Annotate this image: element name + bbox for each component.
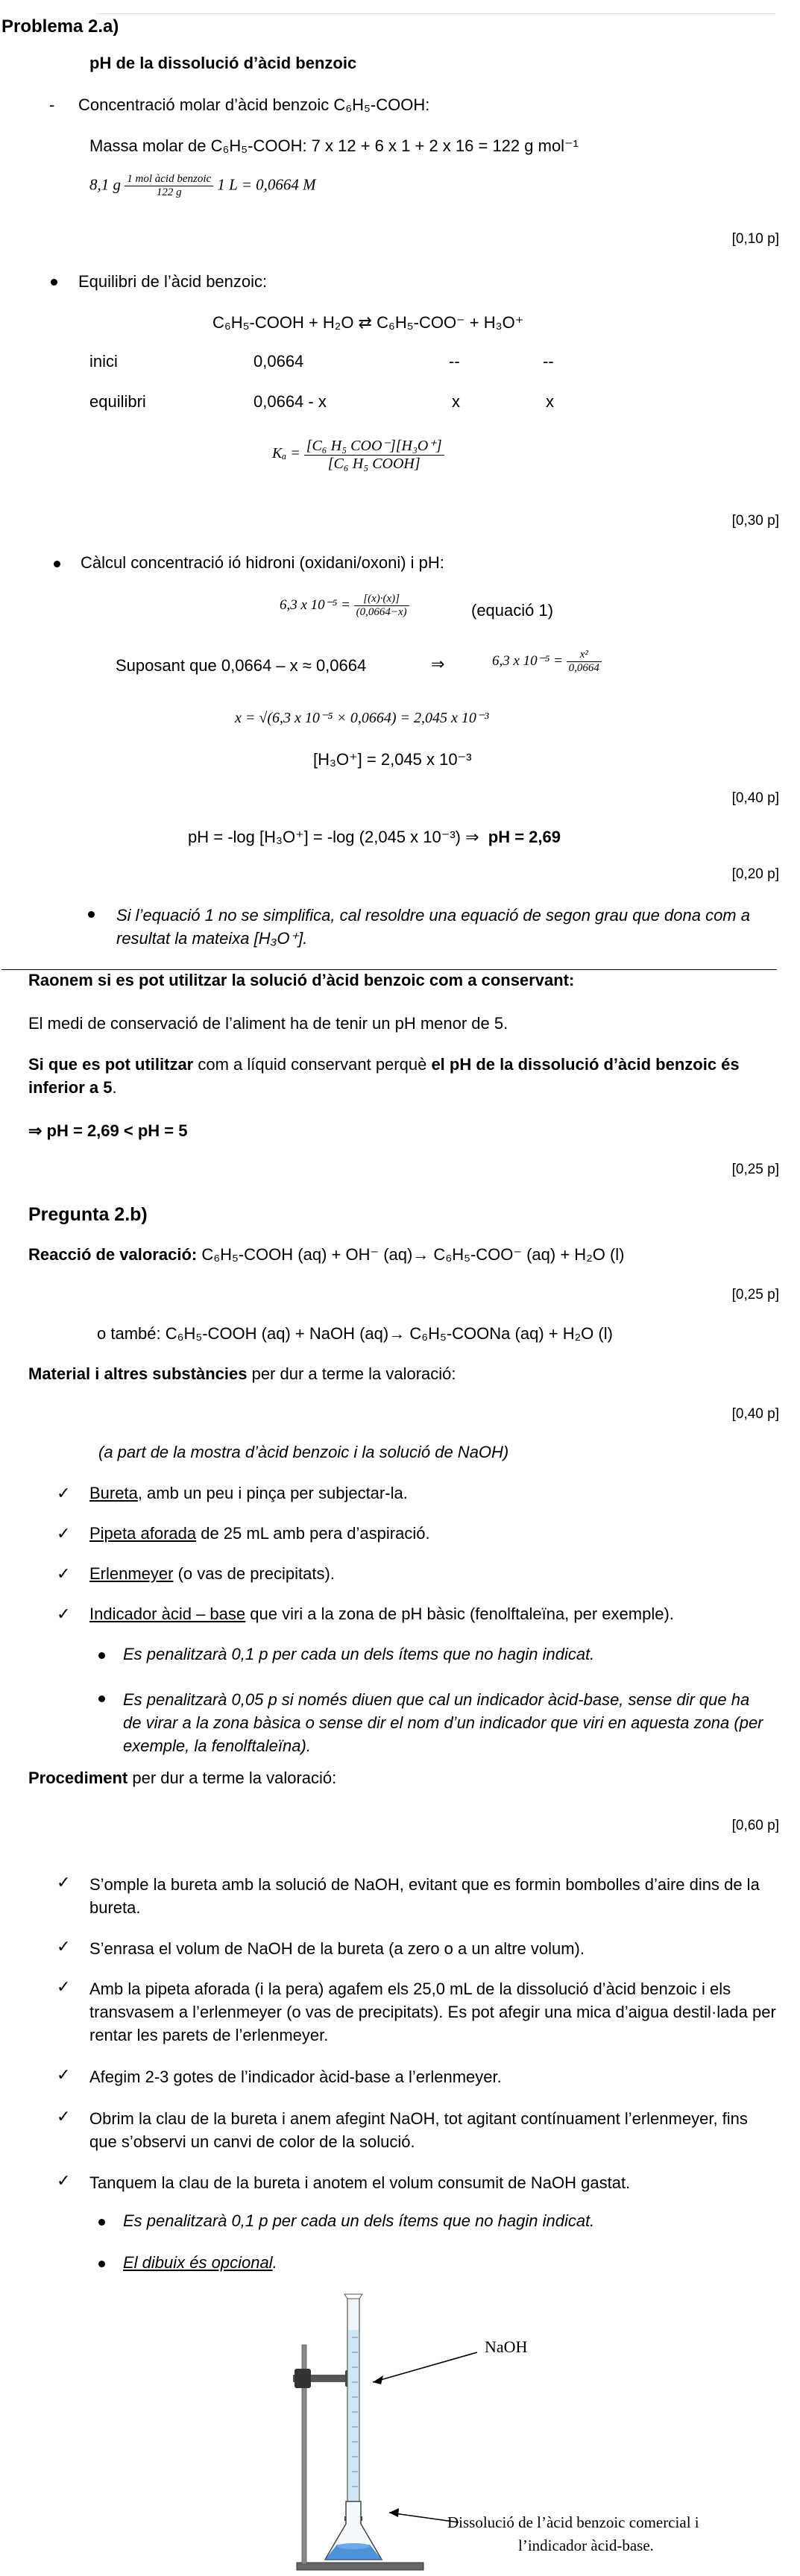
reaction-alternative: o també: C₆H₅-COOH (aq) + NaOH (aq)→ C₆H₅-COONa (aq) + H₂O (l) (97, 1324, 613, 1343)
bullet (98, 1695, 105, 1702)
procedure-heading: Procediment per dur a terme la valoració: (28, 1769, 337, 1787)
section-title: pH de la dissolució d’àcid benzoic (89, 54, 357, 72)
flask-label-line-2: l’indicador àcid-base. (518, 2536, 654, 2554)
item3-label: Càlcul concentració ió hidroni (oxidani/oxoni) i pH: (81, 553, 444, 572)
score-8: [0,60 p] (731, 1818, 779, 1833)
bullet (51, 279, 57, 286)
equilibrium-equation: C₆H₅-COOH + H₂O ⇄ C₆H₅-COO⁻ + H₃O⁺ (212, 313, 524, 332)
naoh-label: NaOH (485, 2337, 528, 2356)
table-row-inici-label: inici (89, 352, 118, 371)
raonem-paragraph-1: El medi de conservació de l’aliment ha de tenir un pH menor de 5. (28, 1014, 508, 1033)
reaction-line: Reacció de valoració: C₆H₅-COOH (aq) + OH⁻ (aq)→ C₆H₅-COO⁻ (aq) + H₂O (l) (28, 1245, 625, 1264)
table-row-equilibri-c3: x (546, 392, 554, 411)
raonem-title: Raonem si es pot utilitzar la solució d’àcid benzoic com a conservant: (28, 971, 575, 989)
bullet (88, 911, 95, 918)
score-5: [0,25 p] (731, 1162, 779, 1177)
flask-label-line-1: Dissolució de l’àcid benzoic comercial i (447, 2513, 699, 2531)
check-icon: ✓ (57, 2171, 71, 2190)
check-icon: ✓ (57, 1977, 71, 1996)
ka-expression: Kₐ = $\frac{\text{[C₆ H₅ COO⁻][H₃O⁺]}}{\text{[C₆ H₅ COOH]}}$ (272, 436, 444, 473)
implies-arrow: ⇒ (431, 655, 445, 673)
check-icon: ✓ (57, 1873, 71, 1892)
section-divider (1, 969, 777, 970)
table-row-equilibri-c2: x (452, 392, 460, 411)
material-penalty-2: Es penalitzarà 0,05 p si només diuen que cal un indicador àcid-base, sense dir que ha de virar a la zona bàsica o sense dir el nom d’un indicador que viri en aquesta zona (per exemple, la fenolftaleïna). (123, 1690, 763, 1755)
score-6: [0,25 p] (731, 1287, 779, 1303)
procedure-penalty: Es penalitzarà 0,1 p per cada un dels ítems que no hagin indicat. (123, 2211, 595, 2230)
check-icon: ✓ (57, 1564, 71, 1583)
h3o-result: [H₃O⁺] = 2,045 x 10⁻³ (313, 750, 472, 769)
check-icon: ✓ (57, 1605, 71, 1623)
assumption-text: Suposant que 0,0664 – x ≈ 0,0664 (116, 656, 367, 675)
material-item: Pipeta aforada de 25 mL amb pera d’aspiració. (89, 1524, 430, 1543)
titration-diagram (0, 2285, 800, 2576)
score-4: [0,20 p] (731, 866, 779, 882)
dash-marker: - (49, 95, 55, 114)
molar-mass: Massa molar de C₆H₅-COOH: 7 x 12 + 6 x 1 + 2 x 16 = 122 g mol⁻¹ (89, 136, 579, 155)
note-equation: Si l’equació 1 no se simplifica, cal resoldre una equació de segon grau que dona com a resultat la mateixa [H₃O⁺]. (116, 906, 750, 948)
table-row-equilibri-c1: 0,0664 - x (253, 392, 327, 411)
bullet (98, 1652, 105, 1659)
item2-label: Equilibri de l’àcid benzoic: (78, 272, 268, 291)
check-icon: ✓ (57, 1937, 71, 1956)
table-row-inici-c3: -- (543, 352, 554, 371)
procedure-step: S’enrasa el volum de NaOH de la bureta (a zero o a un altre volum). (89, 1939, 585, 1958)
bullet (98, 2219, 105, 2226)
procedure-step: Tanquem la clau de la bureta i anotem el volum consumit de NaOH gastat. (89, 2173, 631, 2192)
score-3: [0,40 p] (731, 790, 779, 806)
simplified-equation: 6,3 x 10⁻⁵ = $\frac{\text{x²}}{0,0664}$ (492, 649, 602, 675)
score-2: [0,30 p] (731, 513, 779, 529)
bullet (98, 2261, 105, 2267)
material-item: Bureta, amb un peu i pinça per subjectar-la. (89, 1484, 408, 1502)
concentration-calc: 8,1 g $\frac{\text{1 mol àcid benzoic}}{122 g}$ 1 L = 0,0664 M (89, 173, 316, 198)
material-penalty-1: Es penalitzarà 0,1 p per cada un dels ítems que no hagin indicat. (123, 1645, 595, 1663)
table-row-inici-c1: 0,0664 (253, 352, 304, 371)
procedure-step: Amb la pipeta aforada (i la pera) agafem els 25,0 mL de la dissolució d’àcid benzoic i els transvasem a l’erlenmeyer (o vas de precipitats). Es pot afegir una mica d’aigua destil·lada per rentar les parets de l’erlenmeyer. (89, 1980, 776, 2044)
check-icon: ✓ (57, 1524, 71, 1543)
item1-label: Concentració molar d’àcid benzoic C₆H₅-COOH: (78, 95, 430, 114)
score-7: [0,40 p] (731, 1406, 779, 1422)
material-item: Erlenmeyer (o vas de precipitats). (89, 1564, 335, 1583)
drawing-optional-note: El dibuix és opcional. (123, 2253, 277, 2272)
problem-title: Problema 2.a) (1, 16, 119, 37)
check-icon: ✓ (57, 2065, 71, 2084)
top-rule (97, 13, 775, 14)
table-row-equilibri-label: equilibri (89, 392, 146, 411)
check-icon: ✓ (57, 2107, 71, 2126)
table-row-inici-c2: -- (449, 352, 460, 371)
material-item: Indicador àcid – base que viri a la zona de pH bàsic (fenolftaleïna, per exemple). (89, 1605, 674, 1623)
raonem-paragraph-2: Si que es pot utilitzar com a líquid conservant perquè el pH de la dissolució d’àcid benzoic és inferior a 5. (28, 1055, 740, 1097)
equation-1-note: (equació 1) (471, 601, 554, 620)
check-icon: ✓ (57, 1484, 71, 1502)
score-1: [0,10 p] (731, 231, 779, 247)
raonem-conclusion: ⇒ pH = 2,69 < pH = 5 (28, 1121, 188, 1140)
procedure-step: Afegim 2-3 gotes de l’indicador àcid-base a l’erlenmeyer. (89, 2068, 502, 2086)
procedure-step: Obrim la clau de la bureta i anem afegint NaOH, tot agitant contínuament l’erlenmeyer, fins que s’observi un canvi de color de la solució. (89, 2109, 748, 2151)
ph-calculation: pH = -log [H₃O⁺] = -log (2,045 x 10⁻³) ⇒ pH = 2,69 (188, 828, 561, 846)
bullet (54, 561, 60, 567)
pregunta-title: Pregunta 2.b) (28, 1204, 148, 1225)
material-note: (a part de la mostra d’àcid benzoic i la solució de NaOH) (98, 1443, 509, 1461)
procedure-step: S’omple la bureta amb la solució de NaOH, evitant que es formin bombolles d’aire dins de la bureta. (89, 1875, 760, 1917)
x-result: x = √(6,3 x 10⁻⁵ × 0,0664) = 2,045 x 10⁻³ (235, 710, 489, 726)
material-heading: Material i altres substàncies per dur a terme la valoració: (28, 1364, 456, 1383)
equation-1: 6,3 x 10⁻⁵ = $\frac{[(x)\cdot(x)]}{(0,0664-x)}$ (280, 593, 409, 619)
